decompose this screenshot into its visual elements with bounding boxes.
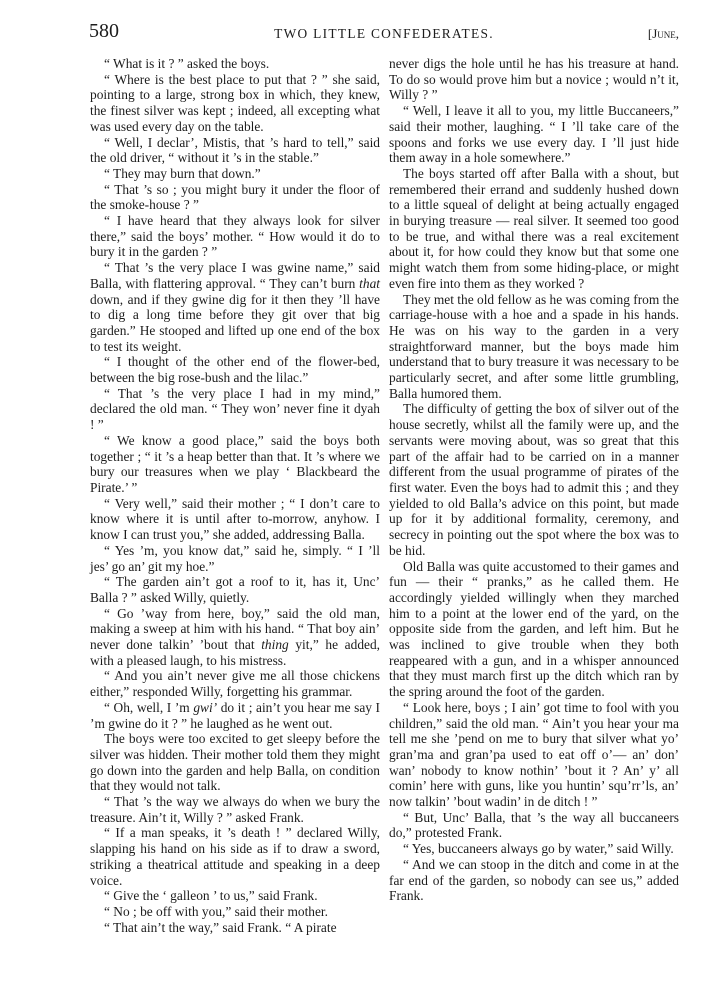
paragraph: “ Look here, boys ; I ain’ got time to fool with you children,” said the old man. “ Ain’t you hear your ma tell me she ’pend on me to bury that silver what yo’ gran’ma and gran’pa used to eat off o’— an’ don’ wan’ nobody to know nothin’ ’bout it ? An’ y’ all comin’ here with guns, like you huntin’ squ’rr’ls, an’ now talkin’ ’bout wadin’ in de ditch ! ” (389, 699, 679, 810)
paragraph: “ Yes, buccaneers always go by water,” said Willy. (403, 841, 674, 857)
paragraph: “ Very well,” said their mother ; “ I don’t care to know where it is until after to-morrow, anyhow. I know I can trust you,” she added, addressing Balla. (90, 495, 380, 543)
paragraph: “ That ’s the way we always do when we bury the treasure. Ain’t it, Willy ? ” asked Frank. (90, 794, 380, 825)
running-title: TWO LITTLE CONFEDERATES. (274, 26, 494, 41)
paragraph: The difficulty of getting the box of silver out of the house secretly, whilst all the family were up, and the servants were moving about, was so great that this part of the affair had to be carried on in a manner different from the usual programme of pirates of the first water. Even the boys had to admit this ; and they yielded to old Balla’s advice on this point, but made up for it by additional formality, ceremony, and secrecy in pointing out the spot where the box was to be hid. (389, 401, 679, 558)
paragraph: “ The garden ain’t got a roof to it, has it, Unc’ Balla ? ” asked Willy, quietly. (90, 574, 380, 605)
paragraph: “ I thought of the other end of the flower-bed, between the big rose-bush and the lilac.” (90, 354, 380, 386)
paragraph: “ Well, I leave it all to you, my little Buccaneers,” said their mother, laughing. “ I ’ll take care of the spoons and forks we use every day. I ’ll just hide them away in a hole somewhere.” (389, 103, 679, 166)
paragraph: “ And you ain’t never give me all those chickens either,” responded Willy, forgetting his grammar. (90, 668, 380, 700)
paragraph: “ Where is the best place to put that ? ” she said, pointing to a large, strong box in which, they knew, the finest silver was kept ; indeed, all excepting what was used every day on the table. (90, 71, 380, 134)
right-column (389, 56, 679, 904)
paragraph: “ That ’s the very place I was gwine name,” said Balla, with flattering approval. “ They can’t burn that down, and if they gwine dig for it then they ’ll have to dig a long time before they git over that big garden.” He stooped and lifted up one end of the box to test its weight. (90, 260, 380, 354)
italic-word: thing (261, 637, 289, 653)
paragraph: “ That ’s so ; you might bury it under the floor of the smoke-house ? ” (90, 181, 380, 213)
paragraph: “ And we can stoop in the ditch and come in at the far end of the garden, so nobody can see us,” added Frank. (389, 856, 679, 904)
paragraph: never digs the hole until he has his treasure at hand. To do so would prove him but a novice ; would n’t it, Willy ? ” (389, 56, 679, 103)
paragraph: “ Oh, well, I ’m gwi’ do it ; ain’t you hear me say I ’m gwine do it ? ” he laughed as he went out. (90, 699, 380, 731)
paragraph: “ What is it ? ” asked the boys. (104, 56, 270, 71)
left-column (90, 56, 380, 935)
paragraph: The boys were too excited to get sleepy before the silver was hidden. Their mother told them they might go down into the garden and help Balla, on condition that they would not talk. (90, 731, 380, 794)
paragraph: “ But, Unc’ Balla, that ’s the way all buccaneers do,” protested Frank. (389, 809, 679, 841)
month-label: [June, (647, 26, 679, 41)
page-number: 580 (89, 20, 119, 42)
italic-word: gwi’ (193, 699, 218, 715)
paragraph: “ Go ’way from here, boy,” said the old man, making a sweep at him with his hand. “ That boy ain’ never done talkin’ ’bout that thing yit,” he added, with a pleased laugh, to his mistress. (90, 605, 380, 668)
paragraph: “ Give the ‘ galleon ’ to us,” said Frank. (104, 888, 318, 904)
paragraph: They met the old fellow as he was coming from the carriage-house with a hoe and a spade in his hands. He was on his way to the garden in a very straightforward manner, but the boys made him understand that to bury treasure it was necessary to be particularly secret, and after some little grumbling, Balla humored them. (389, 291, 679, 401)
running-header (89, 20, 679, 44)
paragraph: “ We know a good place,” said the boys both together ; “ it ’s a heap better than that. It ’s where we bury our treasures when we play ‘ Blackbeard the Pirate.’ ” (90, 432, 380, 495)
paragraph: “ They may burn that down.” (104, 165, 261, 181)
paragraph: “ I have heard that they always look for silver there,” said the boys’ mother. “ How would it do to bury it in the garden ? ” (90, 213, 380, 260)
paragraph: Old Balla was quite accustomed to their games and fun — their “ pranks,” as he called them. He accordingly yielded willingly when they marched him to a point at the lower end of the yard, on the opposite side from the garden, and left him. But he was inclined to give trouble when they both reappeared with a gun, and in a whisper announced that they must march first up the ditch which ran by the spring around the foot of the garden. (389, 558, 679, 700)
paragraph: “ No ; be off with you,” said their mother. (104, 903, 328, 919)
paragraph: “ That ’s the very place I had in my mind,” declared the old man. “ They won’ never fine it dyah ! ” (90, 385, 380, 433)
paragraph: “ That ain’t the way,” said Frank. “ A pirate (104, 919, 337, 935)
paragraph: “ Yes ’m, you know dat,” said he, simply. “ I ’ll jes’ go an’ git my hoe.” (90, 542, 380, 574)
paragraph: “ Well, I declar’, Mistis, that ’s hard to tell,” said the old driver, “ without it ’s in the stable.” (90, 134, 380, 166)
paragraph: The boys started off after Balla with a shout, but remembered their errand and suddenly hushed down to a little squeal of delight at being actually engaged in burying treasure — real silver. It seemed too good to be true, and withal there was a real excitement about it, for how could they know but that some one might watch them from some hiding-place, or might even fire into them as they worked ? (389, 165, 679, 291)
italic-word: that (359, 275, 380, 291)
paragraph: “ If a man speaks, it ’s death ! ” declared Willy, slapping his hand on his side as if to draw a sword, striking a theatrical attitude and speaking in a deep voice. (90, 825, 380, 888)
